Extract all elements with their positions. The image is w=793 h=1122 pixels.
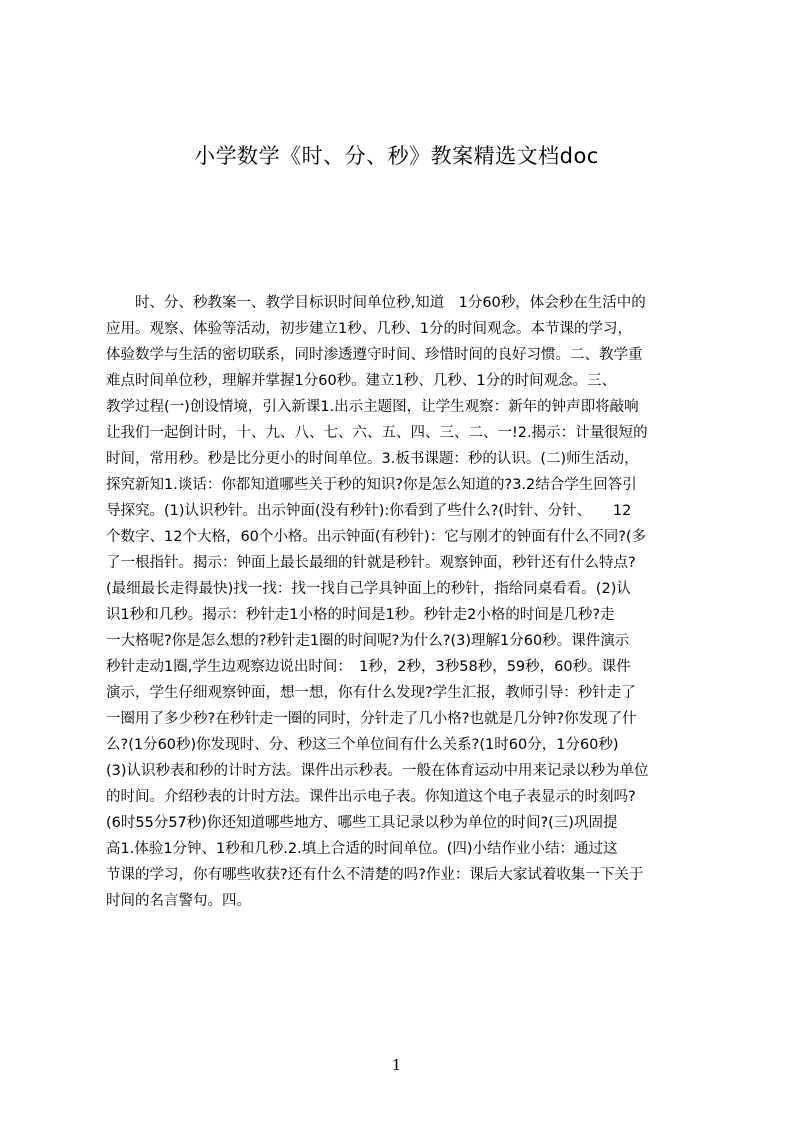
body-line: 高1.体验1分钟、1秒和几秒.2.填上合适的时间单位。(四)小结作业小结：通过这 xyxy=(106,841,618,857)
body-line: 一圈用了多少秒?在秒针走一圈的同时，分针走了几小格?也就是几分钟?你发现了什 xyxy=(106,711,637,727)
body-line: 时间，常用秒。秒是比分更小的时间单位。3.板书课题：秒的认识。(二)师生活动， xyxy=(106,451,639,467)
body-line: 探究新知1.谈话：你都知道哪些关于秒的知识?你是怎么知道的?3.2结合学生回答引 xyxy=(106,477,637,493)
body-line: 教学过程(一)创设情境，引入新课1.出示主题图，让学生观察：新年的钟声即将敲响 xyxy=(106,399,639,415)
body-line: 一大格呢?你是怎么想的?秒针走1圈的时间呢?为什么?(3)理解1分60秒。课件演示 xyxy=(106,633,630,649)
body-line: 难点时间单位秒，理解并掌握1分60秒。建立1秒、几秒、1分的时间观念。三、 xyxy=(106,373,617,389)
body-line: 秒针走动1圈,学生边观察边说出时间： 1秒，2秒，3秒58秒，59秒，60秒。课件 xyxy=(106,659,631,675)
page-title: 小学数学《时、分、秒》教案精选文档doc xyxy=(194,144,599,168)
body-line: 么?(1分60秒)你发现时、分、秒这三个单位间有什么关系?(1时60分，1分60秒) xyxy=(106,737,619,753)
body-line: 个数字、12个大格，60个小格。出示钟面(有秒针)：它与刚才的钟面有什么不同?(多 xyxy=(106,529,647,545)
body-line: 演示，学生仔细观察钟面，想一想，你有什么发现?学生汇报，教师引导：秒针走了 xyxy=(106,685,636,701)
body-line: 时间的名言警句。四。 xyxy=(106,893,251,909)
body-line: (6时55分57秒)你还知道哪些地方、哪些工具记录以秒为单位的时间?(三)巩固提 xyxy=(106,815,618,831)
body-line: 节课的学习，你有哪些收获?还有什么不清楚的吗?作业：课后大家试着收集一下关于 xyxy=(106,867,644,883)
body-line: 让我们一起倒计时，十、九、八、七、六、五、四、三、二、一!2.揭示：计量很短的 xyxy=(106,425,648,441)
body-line: 的时间。介绍秒表的计时方法。课件出示电子表。你知道这个电子表显示的时刻吗? xyxy=(106,789,636,805)
page-number: 1 xyxy=(391,1056,402,1074)
body-line: 识1秒和几秒。揭示：秒针走1小格的时间是1秒。秒针走2小格的时间是几秒?走 xyxy=(106,607,615,623)
body-line: 了一根指针。揭示：钟面上最长最细的针就是秒针。观察钟面，秒针还有什么特点? xyxy=(106,555,636,571)
body-line: (3)认识秒表和秒的计时方法。课件出示秒表。一般在体育运动中用来记录以秒为单位 xyxy=(106,763,649,779)
body-line: 体验数学与生活的密切联系，同时渗透遵守时间、珍惜时间的良好习惯。二、教学重 xyxy=(106,347,643,363)
body-line: 导探究。(1)认识秒针。出示钟面(没有秒针):你看到了些什么?(时针、分针、 12 xyxy=(106,503,632,519)
body-line: 时、分、秒教案一、教学目标识时间单位秒,知道 1分60秒，体会秒在生活中的 xyxy=(106,295,646,311)
body-text xyxy=(106,290,696,940)
body-line: 应用。观察、体验等活动，初步建立1秒、几秒、1分的时间观念。本节课的学习， xyxy=(106,321,632,337)
body-line: (最细最长走得最快)找一找：找一找自己学具钟面上的秒针，指给同桌看看。(2)认 xyxy=(106,581,631,597)
